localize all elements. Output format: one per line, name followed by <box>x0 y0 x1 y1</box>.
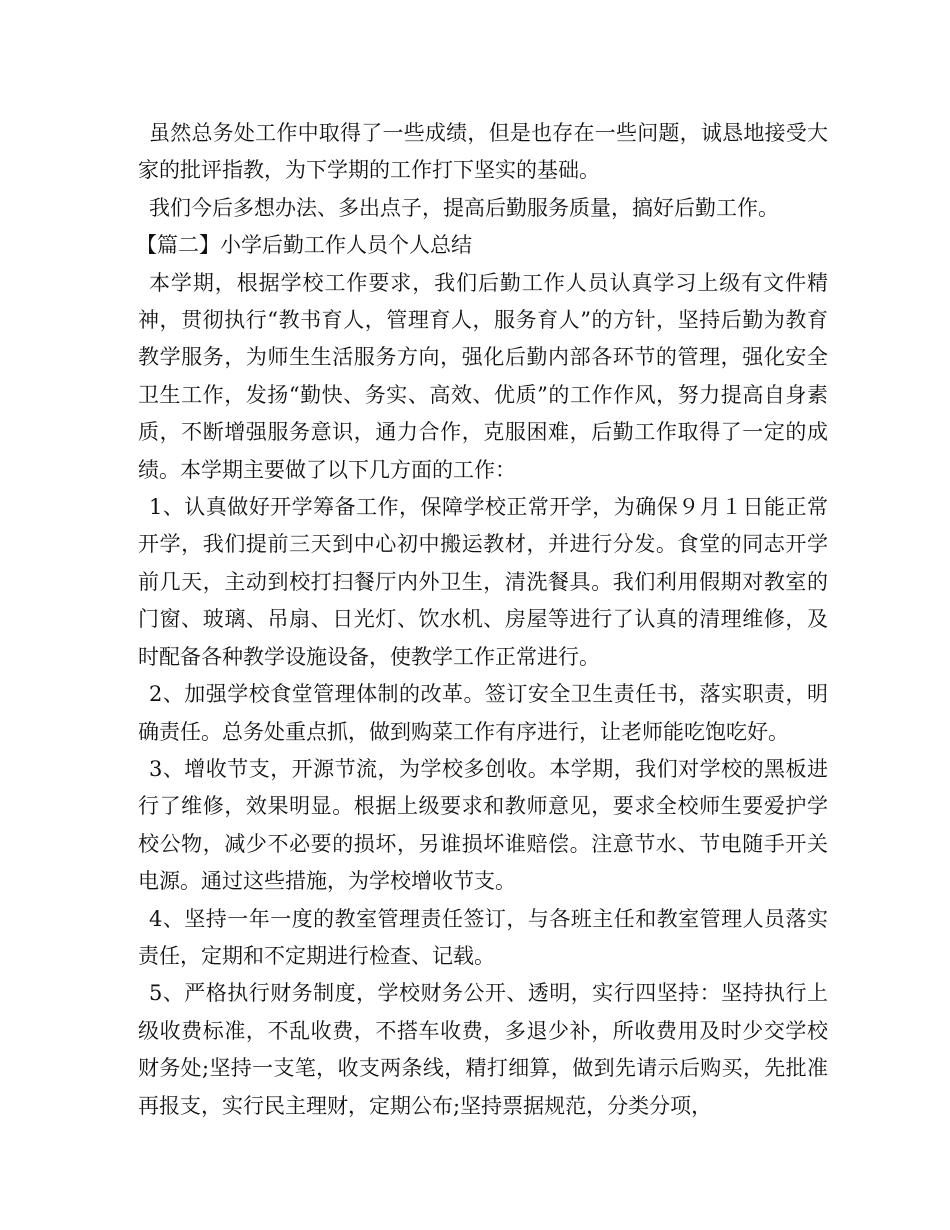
document-body <box>138 115 828 1125</box>
paragraph-item-3: 3、增收节支，开源节流，为学校多创收。本学期，我们对学校的黑板进行了维修，效果明显。根据上级要求和教师意见，要求全校师生要爱护学校公物，减少不必要的损坏，另谁损坏谁赔偿。注意节水、节电随手开关电源。通过这些措施，为学校增收节支。 <box>138 756 828 894</box>
paragraph-future-plan: 我们今后多想办法、多出点子，提高后勤服务质量，搞好后勤工作。 <box>149 195 779 220</box>
section-heading: 【篇二】小学后勤工作人员个人总结 <box>136 233 472 258</box>
paragraph-item-1: 1、认真做好开学筹备工作，保障学校正常开学，为确保９月１日能正常开学，我们提前三天到中心初中搬运教材，并进行分发。食堂的同志开学前几天，主动到校打扫餐厅内外卫生，清洗餐具。我们利用假期对教室的门窗、玻璃、吊扇、日光灯、饮水机、房屋等进行了认真的清理维修，及时配备各种教学设施设备，使教学工作正常进行。 <box>138 495 828 669</box>
paragraph-item-5: 5、严格执行财务制度，学校财务公开、透明，实行四坚持：坚持执行上级收费标准，不乱收费，不搭车收费，多退少补，所收费用及时少交学校财务处;坚持一支笔，收支两条线，精打细算，做到先请示后购买，先批准再报支，实行民主理财，定期公布;坚持票据规范，分类分项， <box>138 981 828 1118</box>
paragraph-item-4: 4、坚持一年一度的教室管理责任签订，与各班主任和教室管理人员落实责任，定期和不定期进行检查、记载。 <box>138 906 828 968</box>
paragraph-item-2: 2、加强学校食堂管理体制的改革。签订安全卫生责任书，落实职责，明确责任。总务处重点抓，做到购菜工作有序进行，让老师能吃饱吃好。 <box>138 682 828 744</box>
paragraph-summary-problems: 虽然总务处工作中取得了一些成绩，但是也存在一些问题，诚恳地接受大家的批评指教，为下学期的工作打下坚实的基础。 <box>138 121 828 183</box>
paragraph-intro: 本学期，根据学校工作要求，我们后勤工作人员认真学习上级有文件精神，贯彻执行“教书育人，管理育人，服务育人”的方针，坚持后勤为教育教学服务，为师生生活服务方向，强化后勤内部各环节的管理，强化安全卫生工作，发扬“勤快、务实、高效、优质”的工作作风，努力提高自身素质，不断增强服务意识，通力合作，克服困难，后勤工作取得了一定的成绩。本学期主要做了以下几方面的工作： <box>138 270 828 482</box>
